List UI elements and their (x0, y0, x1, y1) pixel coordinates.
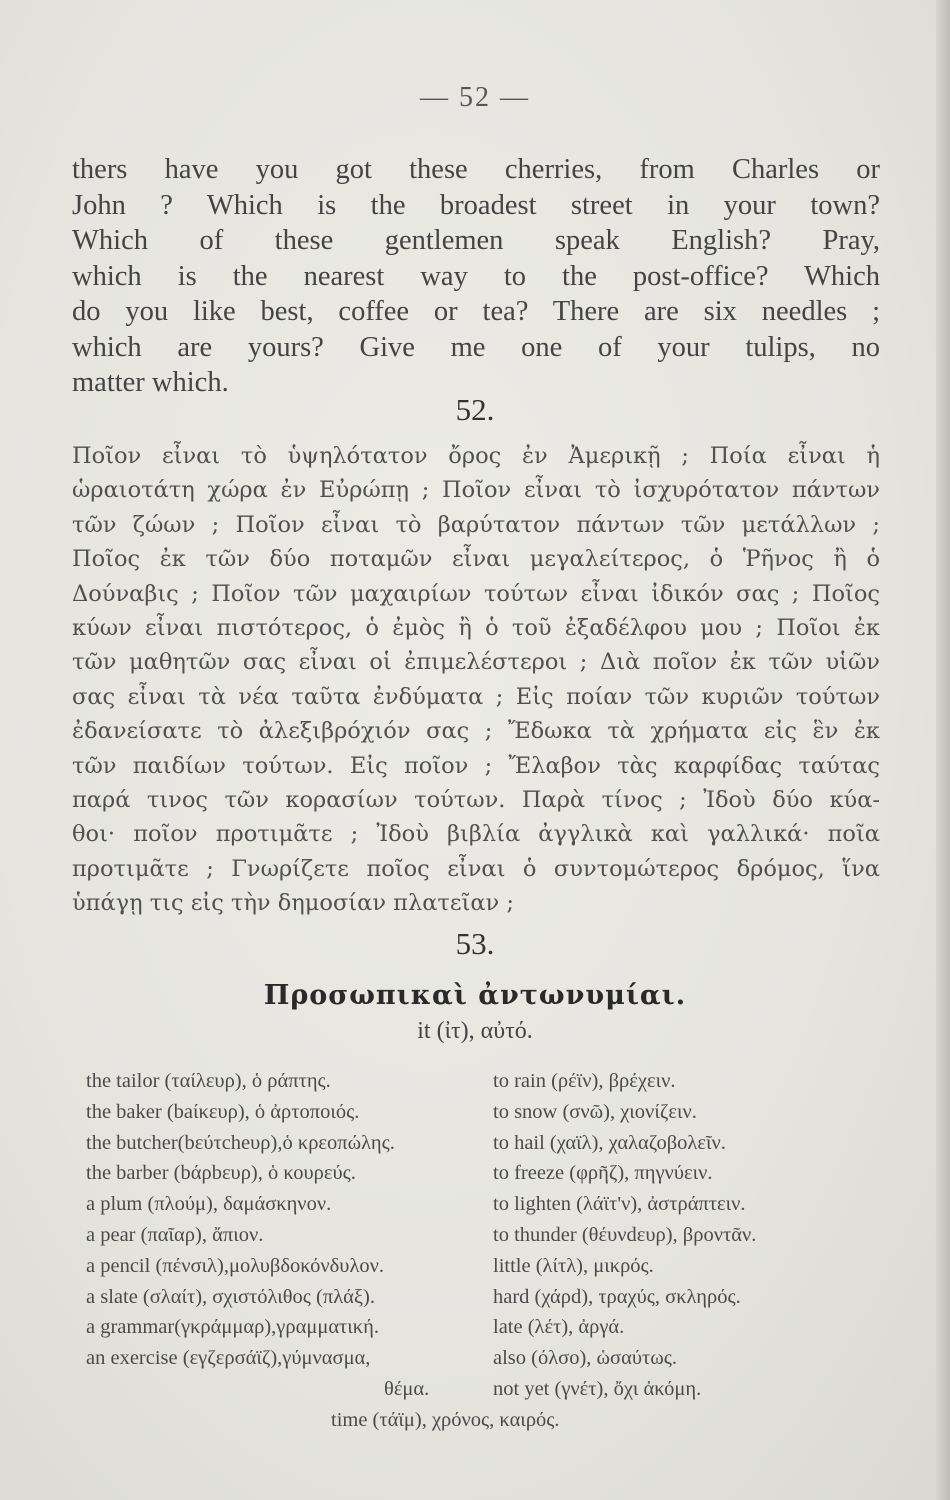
vocab-item: to hail (χαϊλ), χαλαζοβολεῖν. (493, 1131, 726, 1154)
text-line: Δούναβις ; Ποῖον τῶν μαχαιρίων τούτων εἶναι ἰδικόν σας ; Ποῖος (72, 580, 880, 607)
text-line: which are yours? Give me one of your tulips, no (72, 331, 880, 363)
it-line: it (ἰτ), αὐτό. (417, 1018, 533, 1044)
vocab-item: to thunder (θέυνdευρ), βροντᾶν. (493, 1223, 757, 1246)
page-edge (936, 0, 950, 1500)
text-line: παρά τινος τῶν κορασίων τούτων. Παρὰ τίνος ; Ἰδοὺ δύο κύα- (72, 787, 880, 814)
text-line: ὡραιοτάτη χώρα ἐν Εὐρώπῃ ; Ποῖον εἶναι τὸ ἰσχυρότατον πάντων (72, 477, 880, 504)
text-line: κύων εἶναι πιστότερος, ὁ ἐμὸς ἢ ὁ τοῦ ἐξαδέλφου μου ; Ποῖοι ἐκ (72, 615, 880, 642)
greek-paragraph (72, 439, 880, 921)
vocab-item: a pear (παῖαρ), ἄπιον. (86, 1223, 264, 1246)
english-paragraph (72, 152, 880, 401)
vocab-item: a plum (πλούμ), δαμάσκηνον. (86, 1193, 332, 1216)
vocab-item: the baker (baίκευρ), ὁ ἀρτοποιός. (86, 1100, 360, 1123)
text-line: ἐδανείσατε τὸ ἀλεξιβρόχιόν σας ; Ἔδωκα τὰ χρήματα εἰς ἓν ἐκ (72, 718, 880, 745)
vocab-item: little (λίτλ), μικρός. (493, 1254, 654, 1277)
vocab-item: a grammar(γκράμμαρ),γραμματική. (86, 1316, 379, 1339)
text-line: προτιμᾶτε ; Γνωρίζετε ποῖος εἶναι ὁ συντομώτερος δρόμος, ἵνα (72, 855, 880, 882)
text-line: thers have you got these cherries, from Charles or (72, 154, 880, 185)
vocab-column-left (86, 1066, 560, 1436)
text-line: matter which. (72, 367, 229, 398)
text-line: which is the nearest way to the post-office? Which (72, 260, 880, 292)
vocab-item: to lighten (λάϊτ'ν), ἀστράπτειν. (493, 1193, 746, 1216)
vocab-item: hard (χάρd), τραχύς, σκληρός. (493, 1285, 741, 1308)
section-number-53: 53. (455, 926, 495, 961)
vocab-item: to snow (σνῶ), χιονίζειν. (493, 1100, 697, 1123)
vocab-item: the barber (bάρbευρ), ὁ κουρεύς. (86, 1162, 356, 1185)
text-line: ὑπάγῃ τις εἰς τὴν δημοσίαν πλατεῖαν ; (72, 890, 514, 917)
vocab-item: also (όλσο), ὡσαύτως. (493, 1347, 677, 1370)
page-number: — 52 — (420, 82, 530, 113)
vocab-item: the butcher(bεύτcheυρ),ὁ κρεοπώλης. (86, 1131, 395, 1154)
text-line: Ποῖος ἐκ τῶν δύο ποταμῶν εἶναι μεγαλείτερος, ὁ Ῥῆνος ἢ ὁ (72, 546, 880, 573)
vocab-item: time (τάϊμ), χρόνος, καιρός. (331, 1408, 560, 1431)
section-number-52: 52. (455, 392, 495, 427)
vocab-item: late (λέτ), ἀργά. (493, 1316, 625, 1339)
text-line: τῶν μαθητῶν σας εἶναι οἱ ἐπιμελέστεροι ; Διὰ ποῖον ἐκ τῶν υἱῶν (72, 649, 880, 676)
vocab-item: to freeze (φρῆζ), πηγνύειν. (493, 1162, 713, 1185)
section-heading: Προσωπικαὶ ἀντωνυμίαι. (263, 980, 687, 1011)
vocab-item: a slate (σλαίτ), σχιστόλιθος (πλάξ). (86, 1285, 375, 1308)
vocab-item: not yet (γνέτ), ὄχι ἀκόμη. (493, 1377, 702, 1400)
vocab-item: a pencil (πένσιλ),μολυβδοκόνδυλον. (86, 1254, 385, 1277)
text-line: σας εἶναι τὰ νέα ταῦτα ἐνδύματα ; Εἰς ποίαν τῶν κυριῶν τούτων (72, 683, 880, 710)
text-line: τῶν ζώων ; Ποῖον εἶναι τὸ βαρύτατον πάντων τῶν μετάλλων ; (72, 511, 880, 538)
text-line: τῶν παιδίων τούτων. Εἰς ποῖον ; Ἔλαβον τὰς καρφίδας ταύτας (72, 752, 880, 779)
text-line: John ? Which is the broadest street in your town? (72, 189, 880, 221)
text-line: do you like best, coffee or tea? There are six needles ; (72, 296, 880, 327)
vocab-item: to rain (ρέϊν), βρέχειν. (493, 1070, 676, 1092)
text-line: Ποῖον εἶναι τὸ ὑψηλότατον ὄρος ἐν Ἀμερικῇ ; Ποία εἶναι ἡ (72, 443, 880, 469)
vocab-item: an exercise (εγζερσάϊζ),γύμνασμα, (86, 1347, 371, 1370)
text-line: θοι· ποῖον προτιμᾶτε ; Ἰδοὺ βιβλία ἀγγλικὰ καὶ γαλλικά· ποῖα (72, 821, 880, 848)
vocab-item: the tailor (ταίλευρ), ὁ ράπτης. (86, 1070, 331, 1092)
vocab-item-continuation: θέμα. (384, 1377, 430, 1400)
vocab-column-right (493, 1066, 756, 1405)
text-line: Which of these gentlemen speak English? Pray, (72, 225, 880, 256)
